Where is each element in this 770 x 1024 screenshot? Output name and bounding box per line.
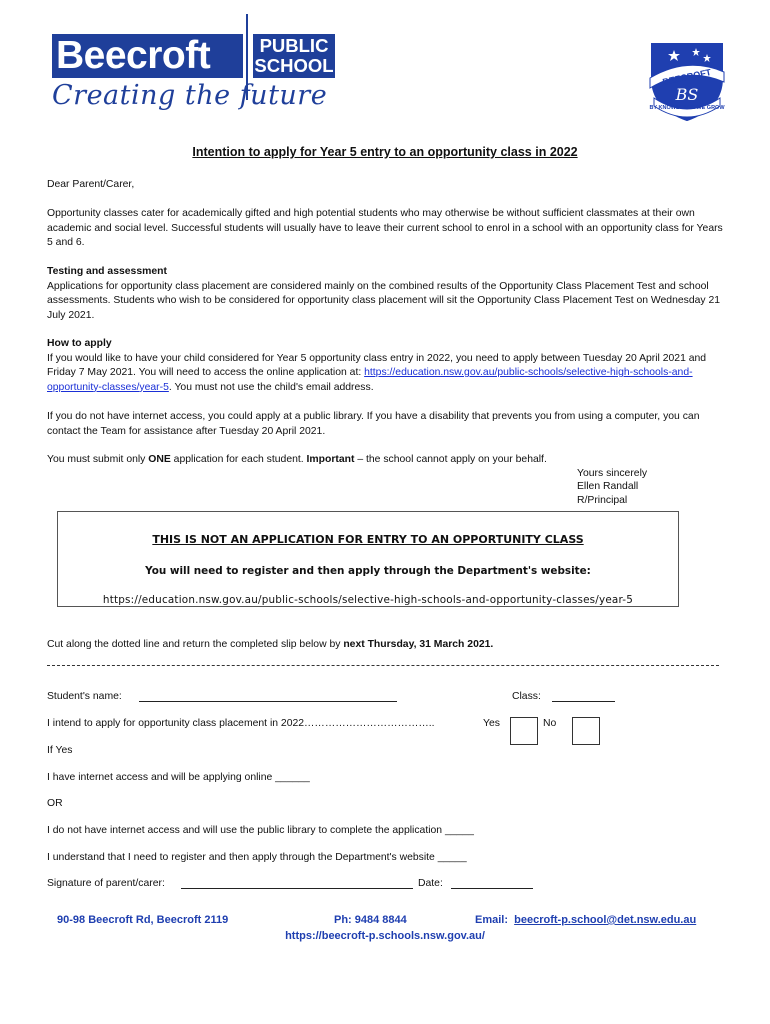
how-body-text-end: . You must not use the child's email address. [168,381,374,393]
signature-block [577,467,647,507]
signature-label: Signature of parent/carer: [47,878,165,889]
cut-line [47,665,719,666]
logo-public-line2: SCHOOL [254,55,334,76]
important-label: Important [306,454,355,465]
school-logo-public [253,34,335,78]
notice-url[interactable]: https://education.nsw.gov.au/public-schools/selective-high-schools-and-opportunity-classes/year-5 [102,594,634,606]
how-to-apply-section [47,337,727,395]
footer-address: 90-98 Beecroft Rd, Beecroft 2119 [57,914,229,926]
footer-email-link[interactable]: beecroft-p.school@det.nsw.edu.au [514,914,697,926]
notice-instruction: You will need to register and then apply through the Department's website: [145,565,591,577]
no-checkbox[interactable] [572,717,600,745]
submit-text: You must submit only [47,454,149,465]
sign-role: R/Principal [577,494,628,506]
signature-field[interactable] [181,877,413,889]
intro-paragraph: Opportunity classes cater for academically gifted and high potential students who may otherwise be without sufficient classmates at their own academic and social level. Successful students will usually have to leave their current school to enrol in a school with an opportunity class for Years 5 and 6. [47,208,723,249]
submit-text-mid: application for each student. [170,454,307,465]
date-label: Date: [418,878,443,889]
notice-box [57,511,679,607]
cut-date: next Thursday, 31 March 2021. [343,639,494,650]
cut-instruction [47,638,727,653]
logo-public-line1: PUBLIC [259,35,329,56]
footer-email [475,914,696,926]
school-tagline: Creating the future [52,80,328,111]
how-body-text: If you would like to have your child considered for Year 5 opportunity class entry in 2022, you need to apply between Tuesday 20 April 2021 and Friday 7 May 2021. You will need to access the online application at: [47,352,707,379]
intend-label: I intend to apply for opportunity class placement in 2022……………………………….. [47,718,435,729]
testing-body: Applications for opportunity class placement are considered mainly on the combined results of the Opportunity Class Placement Test and school assessments. Students who wish to be considered for opportunity class placement will sit the Opportunity Class Placement Test on Wednesday 21 July 2021. [47,280,721,321]
application-link[interactable]: https://education.nsw.gov.au/public-schools/selective-high-schools-and-opportunity-classes/year-5 [47,367,693,393]
class-label: Class: [512,691,541,702]
crest-initials-text: BS [675,85,699,104]
school-logo-name: Beecroft [52,34,243,78]
online-option[interactable]: I have internet access and will be applying online ______ [47,772,310,783]
testing-heading: Testing and assessment [47,266,167,277]
understand-option[interactable]: I understand that I need to register and then apply through the Department's website _____ [47,852,467,863]
submit-text-end: – the school cannot apply on your behalf. [354,454,547,465]
yes-label: Yes [483,718,500,729]
notice-heading: THIS IS NOT AN APPLICATION FOR ENTRY TO AN OPPORTUNITY CLASS [152,533,584,546]
student-name-field[interactable] [139,690,397,702]
how-to-apply-heading: How to apply [47,338,112,349]
or-label: OR [47,798,63,809]
greeting: Dear Parent/Carer, [47,179,135,190]
footer-website[interactable]: https://beecroft-p.schools.nsw.gov.au/ [285,930,485,942]
sign-closing: Yours sincerely [577,468,648,479]
internet-access-paragraph: If you do not have internet access, you could apply at a public library. If you have a disability that prevents you from using a computer, you can contact the Team for assistance after Tuesday 20 April 2021. [47,411,700,437]
yes-checkbox[interactable] [510,717,538,745]
sign-name: Ellen Randall [577,481,639,493]
testing-section [47,265,727,323]
if-yes-label: If Yes [47,745,73,756]
date-field[interactable] [451,877,533,889]
crest-motto-text: BY KNOWLEDGE WE GROW [649,105,725,111]
footer-email-label: Email: [475,914,509,926]
document-title: Intention to apply for Year 5 entry to an opportunity class in 2022 [192,145,578,159]
submit-one: ONE [148,454,171,465]
submit-paragraph [47,453,727,468]
library-option[interactable]: I do not have internet access and will use the public library to complete the application _____ [47,825,474,836]
no-label: No [543,718,557,729]
class-field[interactable] [552,690,615,702]
how-to-apply-body [47,352,727,396]
school-crest-icon [644,38,730,124]
cut-text: Cut along the dotted line and return the completed slip below by [47,639,344,650]
crest-name-text: BEECROFT [661,66,713,88]
footer-phone: Ph: 9484 8844 [334,914,407,926]
student-name-label: Student's name: [47,691,122,702]
